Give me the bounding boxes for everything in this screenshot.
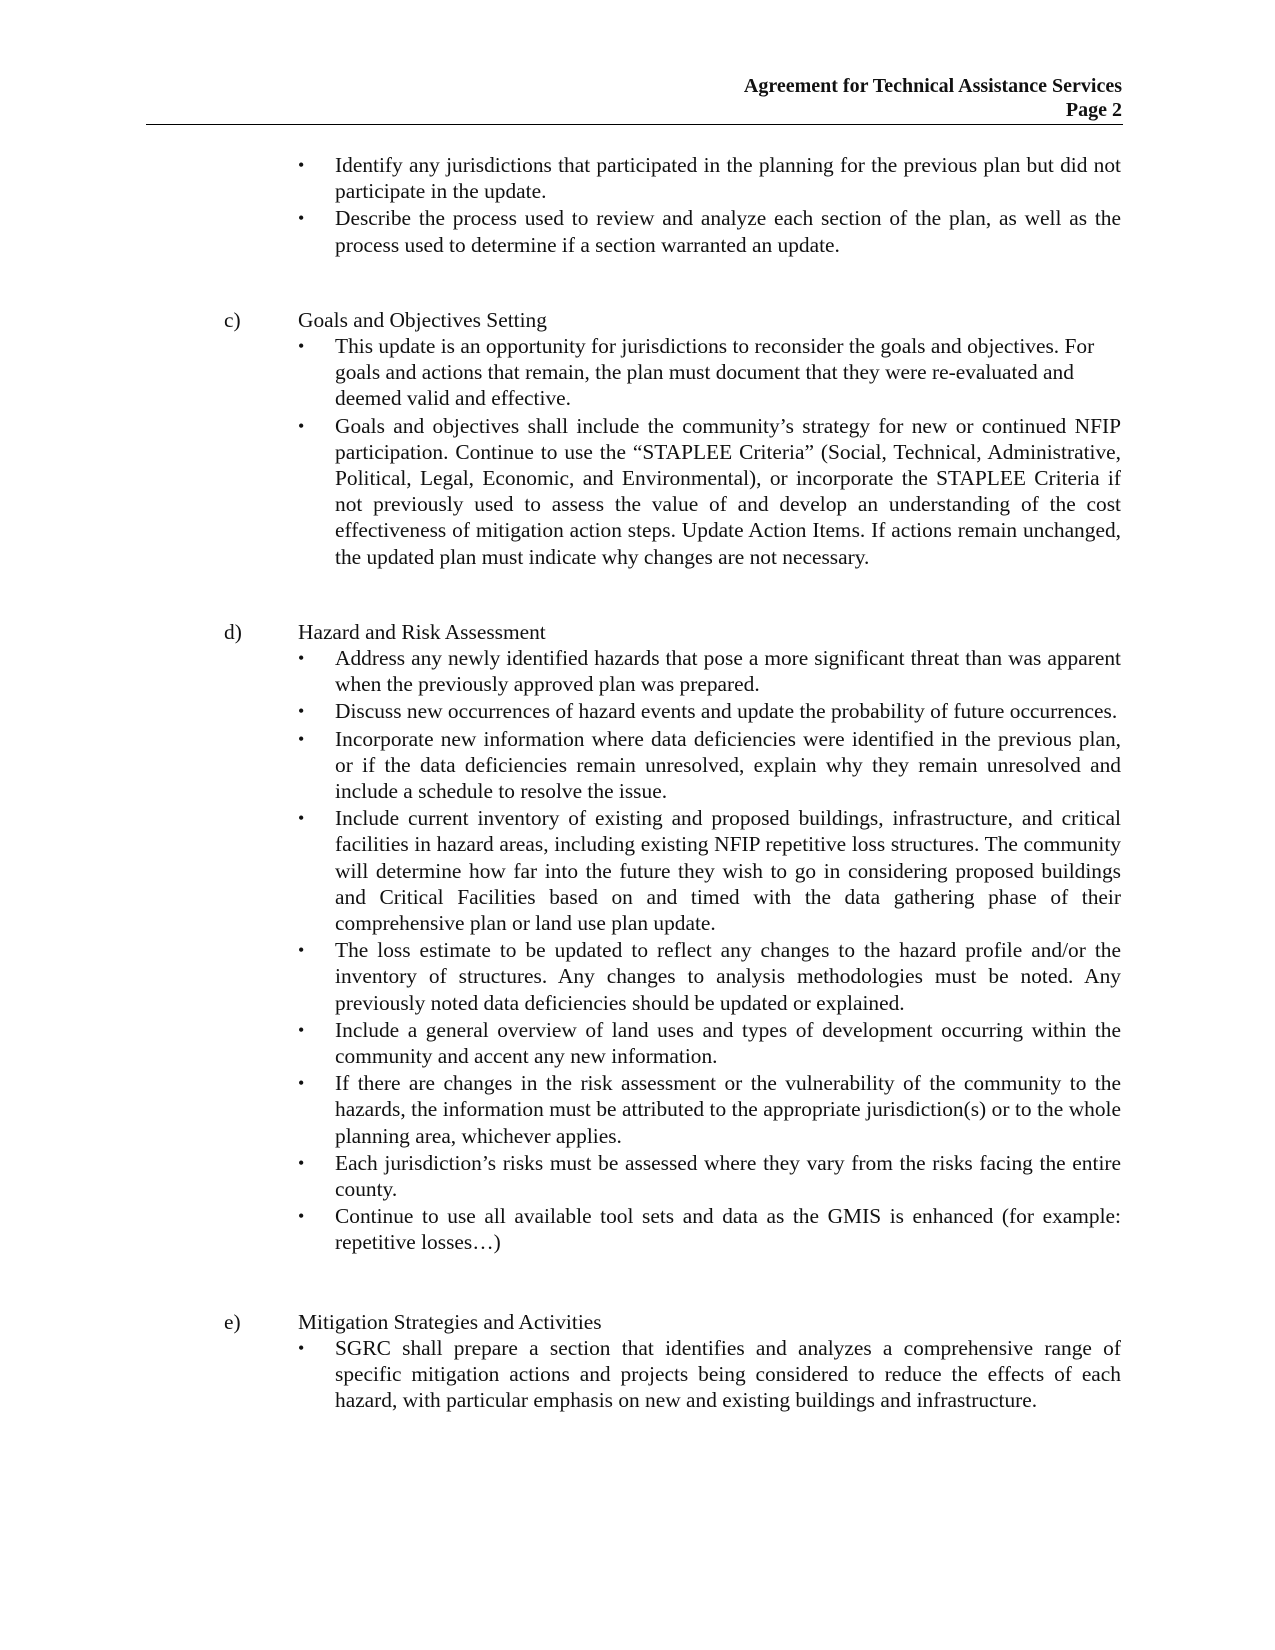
section-title: Hazard and Risk Assessment xyxy=(298,619,546,644)
list-item: • SGRC shall prepare a section that identifies and analyzes a comprehensive range of specific mitigation actions and projects being considered to reduce the effects of each hazard, with particular emphasis on new and existing buildings and infrastructure. xyxy=(298,1335,1121,1413)
section-label: e) xyxy=(224,1309,241,1334)
page-number: Page 2 xyxy=(1065,99,1122,121)
bullet-icon: • xyxy=(298,336,305,356)
section-title: Goals and Objectives Setting xyxy=(298,307,547,332)
bullet-list xyxy=(0,645,1275,1256)
section-label: c) xyxy=(224,307,241,332)
list-item: • Continue to use all available tool sets and data as the GMIS is enhanced (for example: repetitive losses…) xyxy=(298,1204,1121,1255)
bullet-icon: • xyxy=(298,208,305,229)
list-item: • This update is an opportunity for jurisdictions to reconsider the goals and objectives. For goals and actions that remain, the plan must document that they were re-evaluated and deemed valid and effective. xyxy=(298,334,1095,411)
list-item: • Describe the process used to review and analyze each section of the plan, as well as the process used to determine if a section warranted an update. xyxy=(298,206,1121,257)
bullet-icon: • xyxy=(298,701,305,722)
section-goals-objectives xyxy=(0,307,1275,570)
section-title: Mitigation Strategies and Activities xyxy=(298,1309,602,1334)
bullet-icon: • xyxy=(298,1019,305,1040)
document-body xyxy=(0,152,1275,1414)
bullet-icon: • xyxy=(298,155,305,175)
section-mitigation-strategies xyxy=(0,1309,1275,1414)
bullet-list xyxy=(0,333,1275,570)
list-item: • If there are changes in the risk assessment or the vulnerability of the community to the hazards, the information must be attributed to the appropriate jurisdiction(s) or to the whole planning area, whichever applies. xyxy=(298,1071,1121,1148)
list-item: • Address any newly identified hazards that pose a more significant threat than was apparent when the previously approved plan was prepared. xyxy=(298,646,1121,697)
document-title: Agreement for Technical Assistance Services xyxy=(743,75,1122,97)
bullet-icon: • xyxy=(298,1337,305,1358)
bullet-icon: • xyxy=(298,1206,305,1227)
bullet-icon: • xyxy=(298,940,305,961)
list-item: • Discuss new occurrences of hazard events and update the probability of future occurrences. xyxy=(298,699,1118,724)
intro-bullet-list xyxy=(0,152,1275,258)
list-item: • Goals and objectives shall include the community’s strategy for new or continued NFIP participation. Continue to use the “STAPLEE Criteria” (Social, Technical, Administrative, Political, Legal, Economic, and Environmental), or incorporate the STAPLEE Criteria if not previously used to assess the value of and develop an understanding of the cost effectiveness of mitigation action steps. Update Action Items. If actions remain unchanged, the updated plan must indicate why changes are not necessary. xyxy=(298,413,1121,569)
list-item: • Each jurisdiction’s risks must be assessed where they vary from the risks facing the entire county. xyxy=(298,1150,1121,1202)
list-item: • Identify any jurisdictions that participated in the planning for the previous plan but did not participate in the update. xyxy=(298,153,1121,204)
bullet-icon: • xyxy=(298,1073,305,1094)
header-divider xyxy=(146,124,1123,125)
list-item: • Include current inventory of existing and proposed buildings, infrastructure, and critical facilities in hazard areas, including existing NFIP repetitive loss structures. The community will determine how far into the future they wish to go in considering proposed buildings and Critical Facilities based on and timed with the data gathering phase of their comprehensive plan or land use plan update. xyxy=(298,806,1121,936)
list-item: • The loss estimate to be updated to reflect any changes to the hazard profile and/or the inventory of structures. Any changes to analysis methodologies must be noted. Any previously noted data deficiencies should be updated or explained. xyxy=(298,938,1121,1015)
page-header xyxy=(146,74,1122,122)
bullet-icon: • xyxy=(298,1152,305,1173)
bullet-icon: • xyxy=(298,728,305,749)
list-item: • Include a general overview of land uses and types of development occurring within the community and accent any new information. xyxy=(298,1017,1121,1069)
bullet-icon: • xyxy=(298,648,305,669)
bullet-list xyxy=(0,1335,1275,1414)
list-item: • Incorporate new information where data deficiencies were identified in the previous plan, or if the data deficiencies remain unresolved, explain why they remain unresolved and include a schedule to resolve the issue. xyxy=(298,726,1121,804)
bullet-icon: • xyxy=(298,415,305,436)
section-hazard-risk xyxy=(0,619,1275,1256)
bullet-icon: • xyxy=(298,808,305,829)
section-label: d) xyxy=(224,619,242,644)
